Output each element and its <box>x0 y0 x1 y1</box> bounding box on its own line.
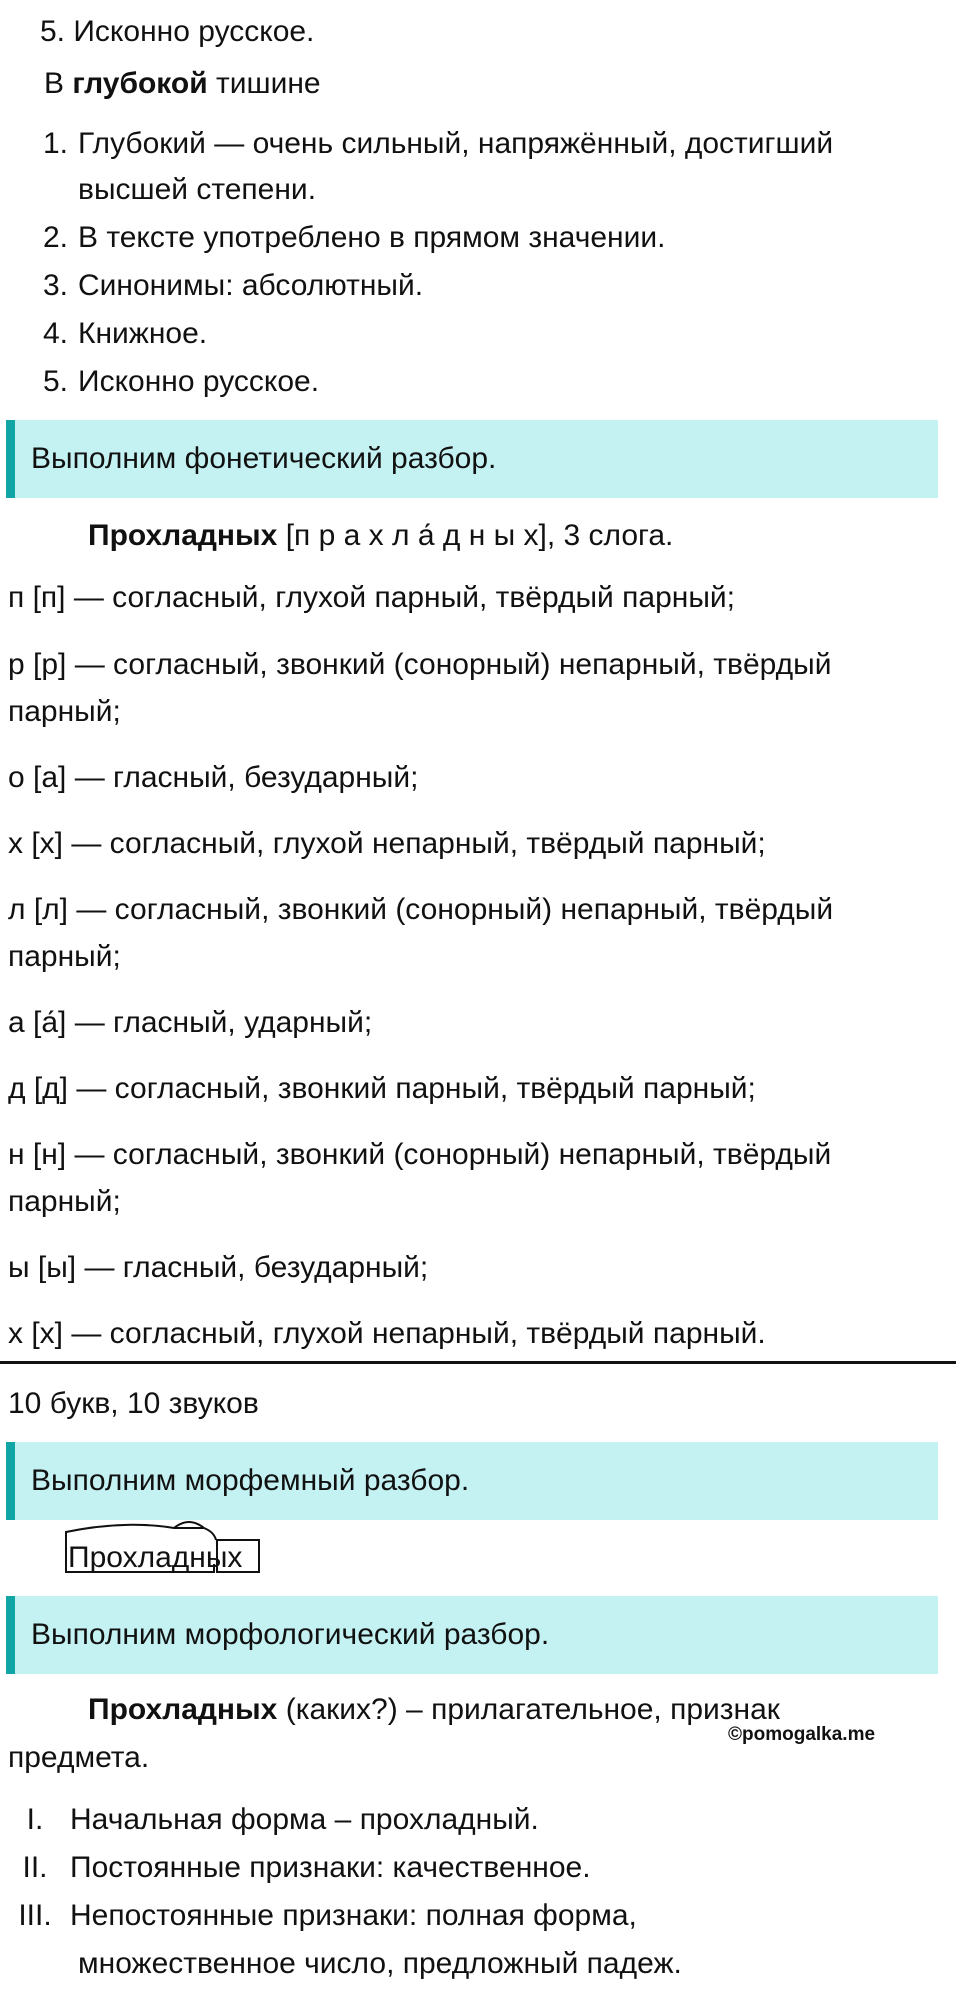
morpheme-word: Прохладных <box>68 1541 243 1574</box>
list-item: III. Непостоянные признаки: полная форма, <box>18 1899 637 1932</box>
phonetic-line: д [д] — согласный, звонкий парный, твёрдый парный; <box>8 1072 756 1105</box>
phonetic-heading <box>8 516 673 556</box>
phonetic-line: а [а́] — гласный, ударный; <box>8 1006 373 1039</box>
phonetic-summary: 10 букв, 10 звуков <box>8 1387 259 1420</box>
phonetic-line: л [л] — согласный, звонкий (сонорный) непарный, твёрдый <box>8 893 834 926</box>
phonetic-line: парный; <box>8 1185 121 1218</box>
phonetic-line: ы [ы] — гласный, безударный; <box>8 1251 429 1284</box>
bold-word: глубокой <box>72 67 208 100</box>
list-item-continuation: высшей степени. <box>78 173 317 206</box>
morphological-intro: Прохладных (каких?) – прилагательное, признак <box>88 1693 780 1726</box>
list-item: 1. Глубокий — очень сильный, напряжённый, достигший <box>42 127 834 160</box>
phonetic-line: х [х] — согласный, глухой непарный, твёрдый парный. <box>8 1317 766 1350</box>
morphological-intro-continuation: предмета. <box>8 1741 150 1774</box>
phonetic-line: п [п] — согласный, глухой парный, твёрдый парный; <box>8 581 735 614</box>
divider <box>0 1361 956 1364</box>
transcription: [п р а х л а́ д н ы х], 3 слога. <box>277 519 674 552</box>
list-item: 5. Исконно русское. <box>42 365 320 398</box>
watermark: ©pomogalka.me <box>728 1724 876 1745</box>
phonetic-line: н [н] — согласный, звонкий (сонорный) непарный, твёрдый <box>8 1138 832 1171</box>
list-item: 3. Синонимы: абсолютный. <box>42 269 424 302</box>
list-item: 2. В тексте употреблено в прямом значении. <box>42 221 666 254</box>
analyzed-word: Прохладных <box>88 1693 278 1726</box>
section-banner-morphemic: Выполним морфемный разбор. <box>6 1442 938 1520</box>
phonetic-line: о [а] — гласный, безударный; <box>8 761 419 794</box>
phonetic-line: парный; <box>8 940 121 973</box>
phrase-line: В глубокой тишине <box>44 67 321 100</box>
analyzed-word: Прохладных <box>88 519 278 552</box>
morpheme-diagram <box>64 1518 284 1578</box>
section-banner-phonetic: Выполним фонетический разбор. <box>6 420 938 498</box>
list-item-continuation: множественное число, предложный падеж. <box>78 1947 682 1980</box>
list-item: 4. Книжное. <box>42 317 208 350</box>
phonetic-line: р [р] — согласный, звонкий (сонорный) непарный, твёрдый <box>8 648 832 681</box>
phonetic-line: х [х] — согласный, глухой непарный, твёрдый парный; <box>8 827 766 860</box>
list-item: I. Начальная форма – прохладный. <box>26 1803 539 1836</box>
section-banner-morphological: Выполним морфологический разбор. <box>6 1596 938 1674</box>
list-item: II. Постоянные признаки: качественное. <box>22 1851 591 1884</box>
list-item: 5. Исконно русское. <box>40 15 315 48</box>
phonetic-line: парный; <box>8 695 121 728</box>
